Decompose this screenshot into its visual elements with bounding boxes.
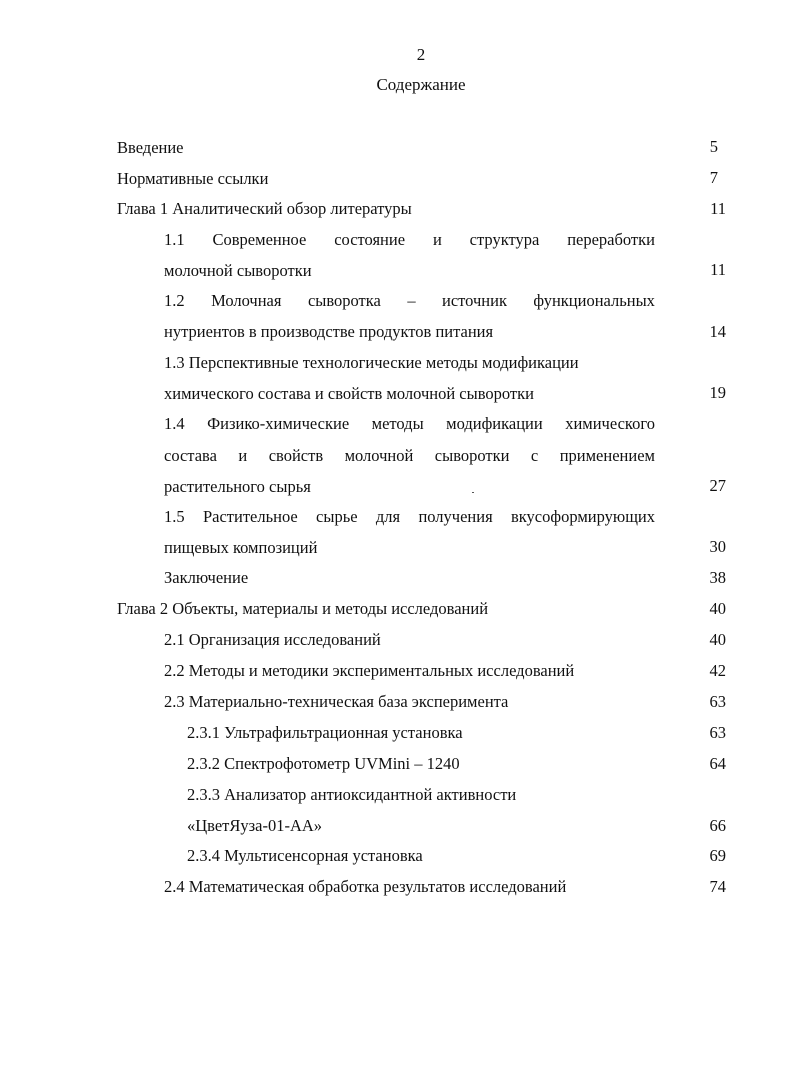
toc-page-1-2: 14 <box>709 322 726 341</box>
toc-entry-conclusion: Заключение <box>164 568 249 587</box>
word: 1.5 <box>164 507 185 526</box>
toc-page-1-4: 27 <box>709 476 726 495</box>
toc-entry-1-5-line1 <box>164 506 655 528</box>
word: – <box>407 291 416 310</box>
word: состояние <box>334 230 406 249</box>
toc-page-2-3-4: 69 <box>709 846 726 865</box>
toc-entry-normative: Нормативные ссылки <box>117 169 269 188</box>
word: получения <box>418 507 493 526</box>
word: и <box>432 230 442 249</box>
toc-entry-1-4-line3: растительного сырья <box>164 477 311 496</box>
toc-page-2-1: 40 <box>709 630 726 649</box>
toc-page-2-3-3: 66 <box>709 816 726 835</box>
word: и <box>238 446 248 465</box>
word: свойств <box>268 446 324 465</box>
toc-entry-2-4: 2.4 Математическая обработка результатов исследований <box>164 877 567 896</box>
word: Молочная <box>211 291 282 310</box>
toc-entry-1-4-line1 <box>164 413 655 435</box>
toc-entry-intro: Введение <box>117 138 184 157</box>
word: модификации <box>446 414 543 433</box>
page-number: 2 <box>416 45 426 64</box>
toc-entry-1-1-line1 <box>164 229 655 251</box>
toc-entry-1-1-line2: молочной сыворотки <box>164 261 312 280</box>
toc-entry-1-5-line2: пищевых композиций <box>164 538 318 557</box>
toc-page-intro: 5 <box>709 137 718 156</box>
toc-entry-chapter-1: Глава 1 Аналитический обзор литературы <box>117 199 412 218</box>
word: состава <box>164 446 217 465</box>
toc-page-2-3-1: 63 <box>709 723 726 742</box>
word: 1.1 <box>164 230 185 249</box>
toc-entry-2-3-3-line2: «ЦветЯуза-01-АА» <box>187 816 323 835</box>
toc-page-1-3: 19 <box>709 383 726 402</box>
word: химического <box>565 414 655 433</box>
word: Растительное <box>202 507 298 526</box>
toc-entry-2-3: 2.3 Материально-техническая база эксперимента <box>164 692 509 711</box>
word: применением <box>559 446 655 465</box>
word: переработки <box>567 230 655 249</box>
toc-page-chapter-1: 11 <box>710 199 726 218</box>
toc-entry-2-3-3-line1: 2.3.3 Анализатор антиоксидантной активности <box>187 785 517 804</box>
word: сыворотка <box>307 291 381 310</box>
toc-entry-2-3-2: 2.3.2 Спектрофотометр UVMini – 1240 <box>187 754 460 773</box>
toc-entry-2-2: 2.2 Методы и методики экспериментальных исследований <box>164 661 575 680</box>
toc-entry-1-3-line1: 1.3 Перспективные технологические методы модификации <box>164 353 579 372</box>
word: молочной <box>344 446 414 465</box>
toc-page-2-4: 74 <box>709 877 726 896</box>
word: 1.2 <box>164 291 185 310</box>
toc-entry-1-2-line2: нутриентов в производстве продуктов питания <box>164 322 494 341</box>
word: 1.4 <box>164 414 185 433</box>
toc-page-2-3-2: 64 <box>709 754 726 773</box>
toc-entry-1-4-line2 <box>164 445 655 467</box>
toc-entry-chapter-2: Глава 2 Объекты, материалы и методы исследований <box>117 599 489 618</box>
word: функциональных <box>533 291 655 310</box>
toc-page-normative: 7 <box>709 168 718 187</box>
toc-page-1-1: 11 <box>710 260 726 279</box>
page-title: Содержание <box>376 75 466 94</box>
word: Физико-химические <box>207 414 350 433</box>
toc-page-1-5: 30 <box>709 537 726 556</box>
toc-entry-2-1: 2.1 Организация исследований <box>164 630 381 649</box>
toc-page-chapter-2: 40 <box>709 599 726 618</box>
word: вкусоформирующих <box>510 507 655 526</box>
word: с <box>530 446 539 465</box>
toc-entry-1-2-line1 <box>164 290 655 312</box>
word: Современное <box>212 230 307 249</box>
word: структура <box>469 230 540 249</box>
word: источник <box>442 291 507 310</box>
toc-entry-1-3-line2: химического состава и свойств молочной сыворотки <box>164 384 534 403</box>
scan-speck <box>472 492 474 493</box>
word: сырье <box>316 507 358 526</box>
toc-page-2-2: 42 <box>709 661 726 680</box>
toc-page-2-3: 63 <box>709 692 726 711</box>
toc-entry-2-3-1: 2.3.1 Ультрафильтрационная установка <box>187 723 463 742</box>
toc-page-conclusion: 38 <box>709 568 726 587</box>
word: методы <box>371 414 424 433</box>
word: сыворотки <box>434 446 510 465</box>
toc-entry-2-3-4: 2.3.4 Мультисенсорная установка <box>187 846 423 865</box>
word: для <box>375 507 401 526</box>
